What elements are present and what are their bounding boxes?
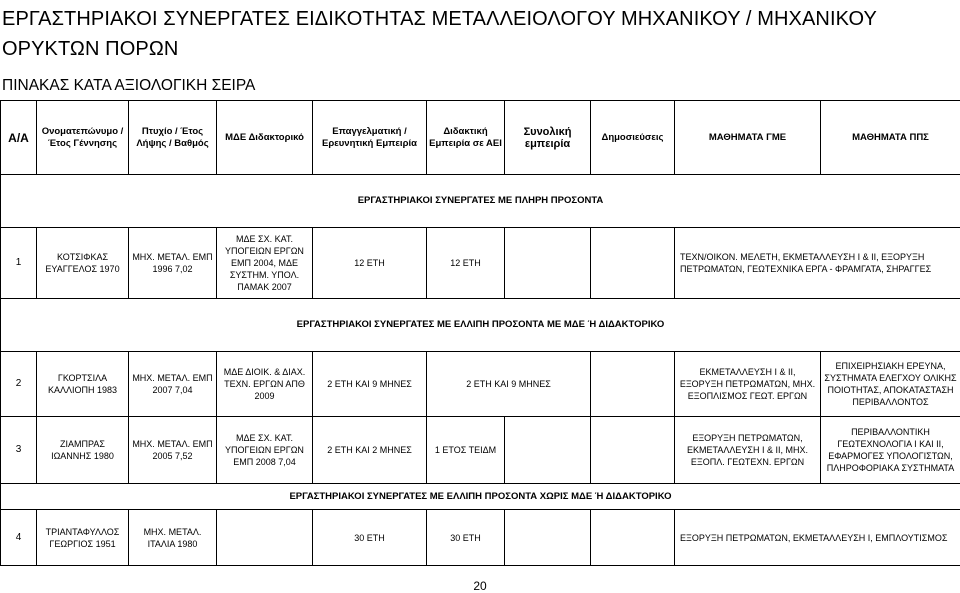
row-degree: ΜΗΧ. ΜΕΤΑΛ. ΕΜΠ 2005 7,52 xyxy=(129,417,217,484)
row-professional-experience: 12 ΕΤΗ xyxy=(313,228,427,299)
row-gme-courses: ΕΚΜΕΤΑΛΛΕΥΣΗ Ι & ΙΙ, ΕΞΟΡΥΞΗ ΠΕΤΡΩΜΑΤΩΝ, ΜΗΧ. ΕΞΟΠΛΙΣΜΟΣ ΓΕΩΤ. ΕΡΓΩΝ xyxy=(675,352,821,417)
row-total-experience: 2 ΕΤΗ ΚΑΙ 9 ΜΗΝΕΣ xyxy=(427,352,591,417)
row-publications xyxy=(591,228,675,299)
row-publications xyxy=(591,510,675,566)
row-pps-courses: ΕΠΙΧΕΙΡΗΣΙΑΚΗ ΕΡΕΥΝΑ, ΣΥΣΤΗΜΑΤΑ ΕΛΕΓΧΟΥ ΟΛΙΚΗΣ ΠΟΙΟΤΗΤΑΣ, ΑΠΟΚΑΤΑΣΤΑΣΗ ΠΕΡΙΒΑΛΛΟΝΤΟΣ xyxy=(821,352,960,417)
row-total-experience xyxy=(505,417,591,484)
row-degree: ΜΗΧ. ΜΕΤΑΛ. ΙΤΑΛΙΑ 1980 xyxy=(129,510,217,566)
table-row xyxy=(1,417,960,484)
row-aa: 4 xyxy=(1,510,37,566)
row-degree: ΜΗΧ. ΜΕΤΑΛ. ΕΜΠ 2007 7,04 xyxy=(129,352,217,417)
row-gme-courses: ΤΕΧΝ/ΟΙΚΟΝ. ΜΕΛΕΤΗ, ΕΚΜΕΤΑΛΛΕΥΣΗ Ι & ΙΙ, ΕΞΟΡΥΞΗ ΠΕΤΡΩΜΑΤΩΝ, ΓΕΩΤΕΧΝΙΚΑ ΕΡΓΑ - ΦΡΑΜΓΑΤΑ, ΣΗΡΑΓΓΕΣ xyxy=(675,228,960,299)
table-row xyxy=(1,352,960,417)
row-aa: 2 xyxy=(1,352,37,417)
table-row xyxy=(1,228,960,299)
table-row xyxy=(1,510,960,566)
row-name: ΖΙΑΜΠΡΑΣ ΙΩΑΝΝΗΣ 1980 xyxy=(37,417,129,484)
row-publications xyxy=(591,417,675,484)
row-professional-experience: 2 ΕΤΗ ΚΑΙ 2 ΜΗΝΕΣ xyxy=(313,417,427,484)
row-teaching-experience: 30 ΕΤΗ xyxy=(427,510,505,566)
row-publications xyxy=(591,352,675,417)
row-name: ΚΟΤΣΙΦΚΑΣ ΕΥΑΓΓΕΛΟΣ 1970 xyxy=(37,228,129,299)
header-professional-experience: Επαγγελματική / Ερευνητική Εμπειρία xyxy=(313,101,427,175)
row-mde: ΜΔΕ ΣΧ. ΚΑΤ. ΥΠΟΓΕΙΩΝ ΕΡΓΩΝ ΕΜΠ 2008 7,04 xyxy=(217,417,313,484)
section-title: ΕΡΓΑΣΤΗΡΙΑΚΟΙ ΣΥΝΕΡΓΑΤΕΣ ΜΕ ΕΛΛΙΠΗ ΠΡΟΣΟΝΤΑ ΜΕ ΜΔΕ Ή ΔΙΔΑΚΤΟΡΙΚΟ xyxy=(1,299,960,352)
document-title: ΕΡΓΑΣΤΗΡΙΑΚΟΙ ΣΥΝΕΡΓΑΤΕΣ ΕΙΔΙΚΟΤΗΤΑΣ ΜΕΤΑΛΛΕΙΟΛΟΓΟΥ ΜΗΧΑΝΙΚΟΥ / ΜΗΧΑΝΙΚΟΥ ΟΡΥΚΤΩΝ ΠΟΡΩΝ xyxy=(2,8,877,60)
row-professional-experience: 2 ΕΤΗ ΚΑΙ 9 ΜΗΝΕΣ xyxy=(313,352,427,417)
row-gme-courses: ΕΞΟΡΥΞΗ ΠΕΤΡΩΜΑΤΩΝ, ΕΚΜΕΤΑΛΛΕΥΣΗ Ι, ΕΜΠΛΟΥΤΙΣΜΟΣ xyxy=(675,510,960,566)
row-mde xyxy=(217,510,313,566)
header-aa: Α/Α xyxy=(1,101,37,175)
section-full-qualifications xyxy=(1,175,960,228)
row-aa: 3 xyxy=(1,417,37,484)
row-name: ΓΚΟΡΤΣΙΛΑ ΚΑΛΛΙΟΠΗ 1983 xyxy=(37,352,129,417)
page-number: 20 xyxy=(473,579,487,593)
header-degree: Πτυχίο / Έτος Λήψης / Βαθμός xyxy=(129,101,217,175)
row-mde: ΜΔΕ ΔΙΟΙΚ. & ΔΙΑΧ. ΤΕΧΝ. ΕΡΓΩΝ ΑΠΘ 2009 xyxy=(217,352,313,417)
document-subtitle: ΠΙΝΑΚΑΣ ΚΑΤΑ ΑΞΙΟΛΟΓΙΚΗ ΣΕΙΡΑ xyxy=(2,77,256,94)
header-pps-courses: ΜΑΘΗΜΑΤΑ ΠΠΣ xyxy=(821,101,960,175)
row-pps-courses: ΠΕΡΙΒΑΛΛΟΝΤΙΚΗ ΓΕΩΤΕΧΝΟΛΟΓΙΑ Ι ΚΑΙ ΙΙ, ΕΦΑΡΜΟΓΕΣ ΥΠΟΛΟΓΙΣΤΩΝ, ΠΛΗΡΟΦΟΡΙΑΚΑ ΣΥΣΤΗΜΑΤΑ xyxy=(821,417,960,484)
row-professional-experience: 30 ΕΤΗ xyxy=(313,510,427,566)
row-gme-courses: ΕΞΟΡΥΞΗ ΠΕΤΡΩΜΑΤΩΝ, ΕΚΜΕΤΑΛΛΕΥΣΗ Ι & ΙΙ, ΜΗΧ. ΕΞΟΠΛ. ΓΕΩΤΕΧΝ. ΕΡΓΩΝ xyxy=(675,417,821,484)
header-total-experience: Συνολική εμπειρία xyxy=(505,101,591,175)
row-degree: ΜΗΧ. ΜΕΤΑΛ. ΕΜΠ 1996 7,02 xyxy=(129,228,217,299)
row-mde: ΜΔΕ ΣΧ. ΚΑΤ. ΥΠΟΓΕΙΩΝ ΕΡΓΩΝ ΕΜΠ 2004, ΜΔΕ ΣΥΣΤΗΜ. ΥΠΟΛ. ΠΑΜΑΚ 2007 xyxy=(217,228,313,299)
header-name: Ονοματεπώνυμο / Έτος Γέννησης xyxy=(37,101,129,175)
table-header-row xyxy=(1,101,960,175)
section-title: ΕΡΓΑΣΤΗΡΙΑΚΟΙ ΣΥΝΕΡΓΑΤΕΣ ΜΕ ΠΛΗΡΗ ΠΡΟΣΟΝΤΑ xyxy=(1,175,960,228)
section-title: ΕΡΓΑΣΤΗΡΙΑΚΟΙ ΣΥΝΕΡΓΑΤΕΣ ΜΕ ΕΛΛΙΠΗ ΠΡΟΣΟΝΤΑ ΧΩΡΙΣ ΜΔΕ Ή ΔΙΔΑΚΤΟΡΙΚΟ xyxy=(1,484,960,510)
evaluation-table xyxy=(0,100,960,566)
section-partial-without-mde xyxy=(1,484,960,510)
row-total-experience xyxy=(505,510,591,566)
row-teaching-experience: 1 ΕΤΟΣ ΤΕΙΔΜ xyxy=(427,417,505,484)
header-gme-courses: ΜΑΘΗΜΑΤΑ ΓΜΕ xyxy=(675,101,821,175)
row-total-experience xyxy=(505,228,591,299)
section-partial-with-mde xyxy=(1,299,960,352)
header-publications: Δημοσιεύσεις xyxy=(591,101,675,175)
row-aa: 1 xyxy=(1,228,37,299)
header-teaching-experience: Διδακτική Εμπειρία σε ΑΕΙ xyxy=(427,101,505,175)
header-mde: ΜΔΕ Διδακτορικό xyxy=(217,101,313,175)
row-teaching-experience: 12 ΕΤΗ xyxy=(427,228,505,299)
row-name: ΤΡΙΑΝΤΑΦΥΛΛΟΣ ΓΕΩΡΓΙΟΣ 1951 xyxy=(37,510,129,566)
